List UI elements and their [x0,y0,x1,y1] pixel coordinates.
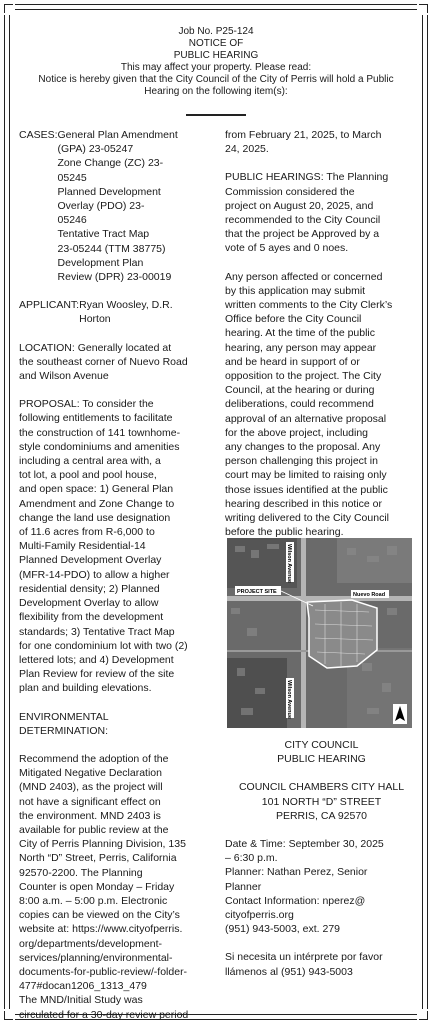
city-council-title: CITY COUNCIL [284,739,359,751]
header-divider [186,114,246,116]
notice-of-title: NOTICE OF [188,38,244,49]
corner-ornament-icon [417,1009,431,1023]
project-site-label: PROJECT SITE [237,589,277,595]
notice-intro: Notice is hereby given that the City Council of the City of Perris will hold a Public Hearing on the following item(s): [38,74,394,97]
proposal-paragraph: PROPOSAL: To consider the following entitlements to facilitate the construction of 141 townhome- style condominiums and amenities including a central area with, a tot lot, a pool and pool house, and open space: 1) General Plan Amendment and Zone Change to change the land use designation of 11.6 acres from R-6,000 to Multi-Family Residential-14 Planned Development Overlay (MFR-14-PDO) to allow a higher residential density; 2) Planned Development Overlay to allow flexibility from the development standards; 3) Tentative Tract Map for one condominium lot with two (2) lettered lots; and 4) Development Plan Review for review of the site plan and building elevations. [19,398,188,695]
cases-values: General Plan Amendment (GPA) 23-05247 Zone Change (ZC) 23- 05245 Planned Development Overlay (PDO) 23- 05246 Tentative Tract Map 23-05244 (TTM 38775) Development Plan Review (DPR) 23-00019 [57,129,178,284]
vicinity-map [227,538,412,728]
applicant-label: APPLICANT: [19,299,80,312]
location-paragraph: LOCATION: Generally located at the southeast corner of Nuevo Road and Wilson Avenue [19,341,188,383]
environmental-paragraph: Recommend the adoption of the Mitigated Negative Declaration (MND 2403), as the project will not have a significant effect on the environment. MND 2403 is available for public review at the City of Perris Planning Division, 135 North “D” Street, Perris, California 92570-2200. The Planning Counter is open Monday – Friday 8:00 a.m. – 5:00 p.m. Electronic copies can be viewed on the City’s website at: https://www.cityofperris. org/departments/development- services/planning/environmental- documents-for-public-review/-folder- 477#docan1206_1313_479 The MND/Initial Study was circulated for a 30-day review period [19,752,189,1021]
north-arrow-icon [393,704,407,724]
corner-ornament-icon [1,1009,15,1023]
cases-block [19,128,214,284]
comments-paragraph: Any person affected or concerned by this application may submit written comments to the City Clerk’s Office before the City Council hearing. At the time of the public hearing, any person may appear and be heard in support of or opposition to the project. The City Council, at the hearing or during deliberations, could recommend approval of an alternative proposal for the above project, including any changes to the proposal. Any person challenging this project in court may be limited to raising only those issues identified at the public hearing described in this notice or writing delivered to the City Council before the public hearing. [225,270,393,539]
public-hearing-title: PUBLIC HEARING [173,50,259,61]
right-column [225,128,418,553]
cases-label: CASES: [19,129,58,141]
public-hearings-paragraph: PUBLIC HEARINGS: The Planning Commission considered the project on August 20, 2025, and recommended to the City Council that the project be Approved by a vote of 5 ayes and 0 noes. [225,171,389,255]
job-number: Job No. P25-124 [178,26,254,37]
corner-ornament-icon [417,1,431,15]
hearing-location-block [225,738,418,993]
environmental-heading: ENVIRONMENTAL DETERMINATION: [19,710,109,737]
wilson-avenue-label-south: Wilson Avenue [286,680,292,719]
hearing-title: PUBLIC HEARING [277,753,366,766]
chambers-title: COUNCIL CHAMBERS CITY HALL [238,781,405,794]
applicant-block [19,298,214,326]
nuevo-road-label: Nuevo Road [353,592,386,598]
street-address: 101 NORTH “D” STREET [261,795,382,808]
left-column [19,128,214,1022]
applicant-values: Ryan Woosley, D.R. Horton [79,299,173,326]
review-period-paragraph: from February 21, 2025, to March 24, 2025. [225,129,382,156]
may-affect-line: This may affect your property. Please read: [120,62,312,73]
city-address: PERRIS, CA 92570 [275,809,368,822]
notice-header [20,26,412,98]
wilson-avenue-label-north: Wilson Avenue [286,544,292,583]
hearing-details: Date & Time: September 30, 2025 – 6:30 p.m. Planner: Nathan Perez, Senior Planner Contact Information: nperez@ cityofperris.org (951) 943-5003, ext. 279 [225,838,384,936]
corner-ornament-icon [1,1,15,15]
spanish-note: Si necesita un intérprete por favor llámenos al (951) 943-5003 [225,951,383,978]
